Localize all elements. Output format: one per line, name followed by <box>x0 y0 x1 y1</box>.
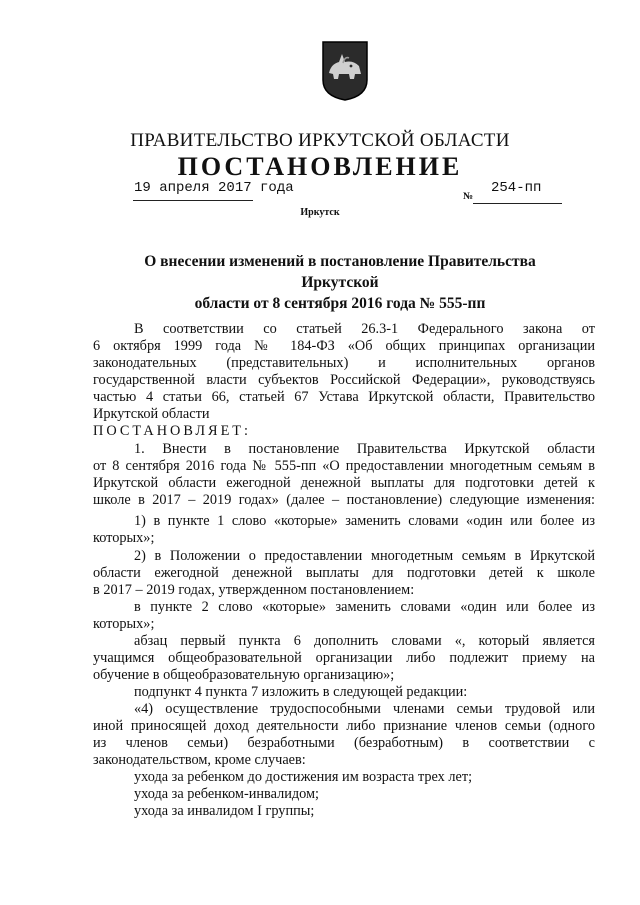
body-line: 1) в пункте 1 слово «которые» заменить словами «один или более из <box>134 513 595 529</box>
resolves-word: ПОСТАНОВЛЯЕТ: <box>93 423 252 439</box>
number-underline <box>473 203 562 204</box>
body-line: «4) осуществление трудоспособными членами семьи трудовой или <box>134 701 595 717</box>
body-line: абзац первый пункта 6 дополнить словами «, который является <box>134 633 595 649</box>
government-name: ПРАВИТЕЛЬСТВО ИРКУТСКОЙ ОБЛАСТИ <box>130 130 510 151</box>
body-line: области ежегодной денежной выплаты для подготовки детей к школе <box>93 565 595 581</box>
body-line: 6 октября 1999 года № 184-ФЗ «Об общих принципах организации <box>93 338 595 354</box>
body-line: которых»; <box>93 616 155 632</box>
body-line: от 8 сентября 2016 года № 555-пп «О предоставлении многодетным семьям в <box>93 458 595 474</box>
body-line: государственной власти субъектов Российской Федерации», руководствуясь <box>93 372 595 388</box>
document-type-title: ПОСТАНОВЛЕНИЕ <box>177 152 463 181</box>
body-line: из членов семьи) безработными (безработным) в соответствии с <box>93 735 595 751</box>
body-line: ухода за ребенком до достижения им возраста трех лет; <box>134 769 473 785</box>
body-line: В соответствии со статьей 26.3-1 Федерального закона от <box>134 321 595 337</box>
body-line: законодательством, кроме случаев: <box>93 752 306 768</box>
document-date: 19 апреля 2017 года <box>134 180 294 196</box>
body-line: ухода за ребенком-инвалидом; <box>134 786 320 802</box>
document-number: 254-пп <box>491 180 542 196</box>
heading-line: области от 8 сентября 2016 года № 555-пп <box>194 295 486 312</box>
coat-of-arms-icon <box>321 40 369 102</box>
body-line: которых»; <box>93 530 155 546</box>
body-line: подпункт 4 пункта 7 изложить в следующей редакции: <box>134 684 468 700</box>
body-line: 1. Внести в постановление Правительства Иркутской области <box>134 441 595 457</box>
body-line: учащимся общеобразовательной организации либо подлежит приему на <box>93 650 595 666</box>
body-line: Иркутской области <box>93 406 210 422</box>
body-line: школе в 2017 – 2019 годах» (далее – постановление) следующие изменения: <box>93 492 595 508</box>
body-line: ухода за инвалидом I группы; <box>134 803 315 819</box>
body-line: обучение в общеобразовательную организацию»; <box>93 667 395 683</box>
body-line: законодательных (представительных) и исполнительных органов <box>93 355 595 371</box>
body-line: 2) в Положении о предоставлении многодетным семьям в Иркутской <box>134 548 595 564</box>
body-line: иной приносящей доход деятельности либо признание членов семьи (одного <box>93 718 595 734</box>
date-underline <box>133 200 253 201</box>
number-sign: № <box>463 191 474 202</box>
city-name: Иркутск <box>300 207 340 218</box>
body-line: Иркутской области ежегодной денежной выплаты для подготовки детей к <box>93 475 595 491</box>
heading-line: О внесении изменений в постановление Правительства Иркутской <box>144 253 536 291</box>
body-line: частью 4 статьи 66, статьей 67 Устава Иркутской области, Правительство <box>93 389 595 405</box>
body-line: в пункте 2 слово «которые» заменить словами «один или более из <box>134 599 595 615</box>
resolution-heading <box>110 251 570 314</box>
body-line: в 2017 – 2019 годах, утвержденном постановлением: <box>93 582 415 598</box>
